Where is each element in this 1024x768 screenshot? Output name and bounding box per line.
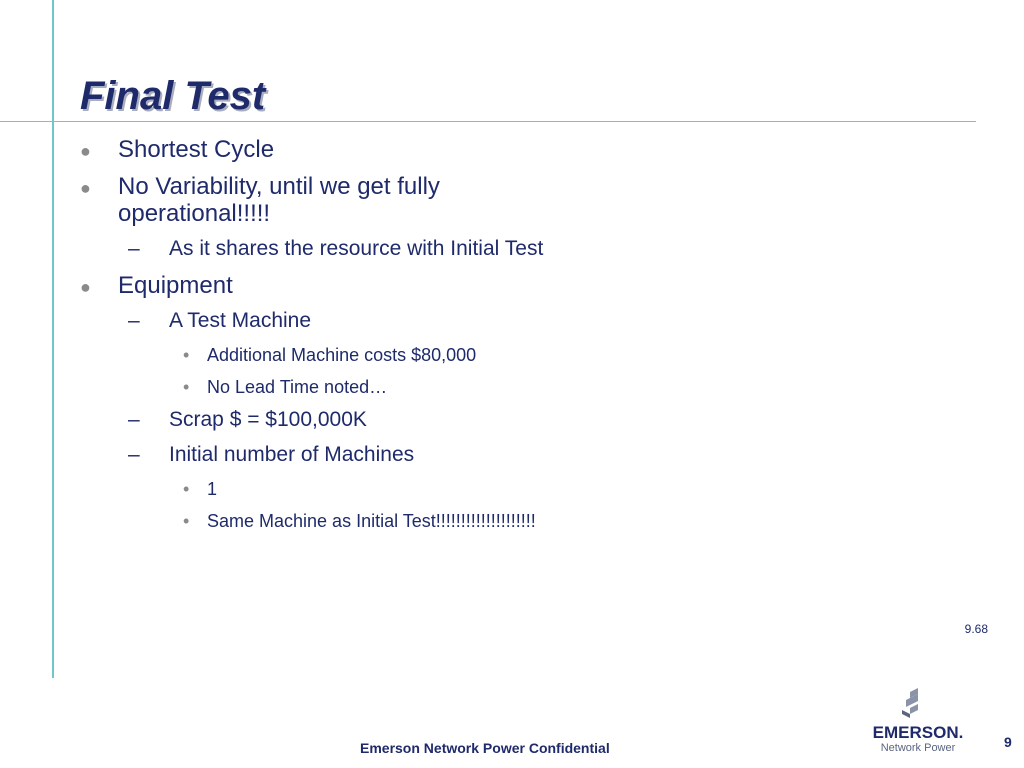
sub-bullet-item (118, 237, 550, 261)
bullet-item (80, 136, 550, 163)
bullet-dot-icon: ● (80, 141, 91, 161)
sub-bullet-text: Scrap $ = $100,000K (169, 408, 367, 431)
bullet-item (80, 173, 550, 227)
bullet-text: Shortest Cycle (118, 136, 275, 163)
footer-confidential: Emerson Network Power Confidential (360, 740, 610, 756)
bullet-dot-icon: ● (80, 277, 91, 297)
sub-bullet-text: As it shares the resource with Initial Test (169, 237, 544, 260)
sub-bullet-item (118, 309, 550, 333)
small-dot-icon: • (183, 479, 190, 499)
sub-bullet-item (118, 408, 550, 432)
dash-icon: – (128, 237, 140, 260)
left-vertical-rule (52, 0, 54, 678)
emerson-emblem-icon (902, 688, 918, 718)
small-dot-icon: • (183, 511, 190, 531)
sub-sub-bullet-item (169, 376, 550, 398)
dash-icon: – (128, 408, 140, 431)
sub-sub-bullet-text: No Lead Time noted… (207, 377, 388, 397)
bullet-text: No Variability, until we get fully operational!!!!! (118, 173, 440, 227)
slide-body (80, 136, 550, 542)
page-number: 9 (1004, 734, 1012, 750)
bullet-text: Equipment (118, 272, 233, 299)
sub-sub-bullet-item (169, 510, 550, 532)
title-underline-rule (0, 121, 976, 122)
sub-sub-bullet-text: Additional Machine costs $80,000 (207, 345, 477, 365)
logo-wordmark: EMERSON. (872, 723, 964, 742)
small-dot-icon: • (183, 377, 190, 397)
sub-sub-bullet-text: 1 (207, 479, 218, 499)
bullet-dot-icon: ● (80, 178, 91, 198)
logo-subtitle: Network Power (880, 742, 956, 754)
slide-title: Final Test (80, 74, 266, 118)
dash-icon: – (128, 443, 140, 466)
sub-bullet-text: A Test Machine (169, 309, 312, 332)
bullet-item (80, 272, 550, 299)
sub-sub-bullet-item (169, 478, 550, 500)
emerson-logo (858, 688, 978, 758)
sub-bullet-item (118, 443, 550, 467)
dash-icon: – (128, 309, 140, 332)
sub-sub-bullet-text: Same Machine as Initial Test!!!!!!!!!!!!!!!!!!!! (207, 511, 536, 531)
sub-sub-bullet-item (169, 344, 550, 366)
slide-code: 9.68 (964, 622, 988, 636)
sub-bullet-text: Initial number of Machines (169, 443, 415, 466)
small-dot-icon: • (183, 345, 190, 365)
